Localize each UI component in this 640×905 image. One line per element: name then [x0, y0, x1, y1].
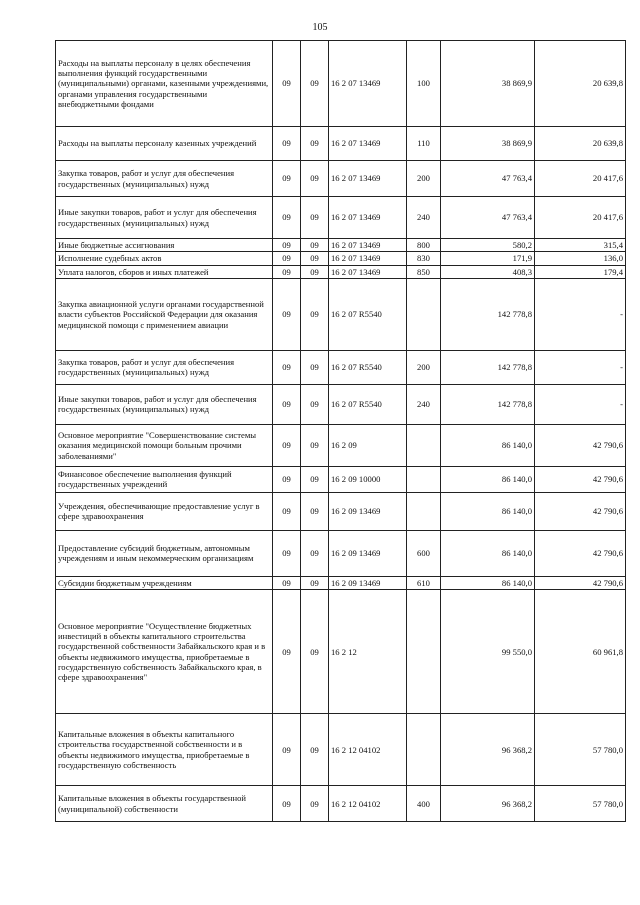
target-article-code: 16 2 07 13469	[329, 41, 407, 127]
amount-executed: 20 639,8	[535, 127, 626, 161]
expense-type-code: 610	[407, 576, 441, 589]
expense-type-code: 850	[407, 265, 441, 278]
section-code: 09	[273, 161, 301, 197]
target-article-code: 16 2 09 13469	[329, 492, 407, 530]
expense-type-code: 240	[407, 197, 441, 239]
expense-type-code	[407, 278, 441, 350]
subsection-code: 09	[301, 41, 329, 127]
section-code: 09	[273, 278, 301, 350]
amount-plan: 142 778,8	[441, 350, 535, 384]
expense-type-code: 240	[407, 384, 441, 424]
amount-executed: 42 790,6	[535, 466, 626, 492]
amount-plan: 96 368,2	[441, 714, 535, 786]
section-code: 09	[273, 350, 301, 384]
expense-type-code: 830	[407, 252, 441, 265]
table-row	[56, 384, 626, 424]
row-name: Субсидии бюджетным учреждениям	[56, 576, 273, 589]
row-name: Иные закупки товаров, работ и услуг для обеспечения государственных (муниципальных) нужд	[56, 384, 273, 424]
table-row	[56, 576, 626, 589]
table-row	[56, 530, 626, 576]
amount-executed: 179,4	[535, 265, 626, 278]
target-article-code: 16 2 12 04102	[329, 714, 407, 786]
section-code: 09	[273, 590, 301, 714]
expense-type-code	[407, 714, 441, 786]
row-name: Капитальные вложения в объекты капитального строительства государственной собственности и в объекты недвижимого имущества, приобретаемые в государственную собственность	[56, 714, 273, 786]
subsection-code: 09	[301, 350, 329, 384]
row-name: Предоставление субсидий бюджетным, автономным учреждениям и иным некоммерческим организациям	[56, 530, 273, 576]
subsection-code: 09	[301, 530, 329, 576]
subsection-code: 09	[301, 492, 329, 530]
amount-plan: 580,2	[441, 239, 535, 252]
expense-type-code: 800	[407, 239, 441, 252]
amount-plan: 86 140,0	[441, 530, 535, 576]
section-code: 09	[273, 252, 301, 265]
page-number: 105	[312, 22, 328, 33]
subsection-code: 09	[301, 197, 329, 239]
amount-plan: 171,9	[441, 252, 535, 265]
table-row	[56, 786, 626, 822]
amount-executed: 42 790,6	[535, 424, 626, 466]
target-article-code: 16 2 07 13469	[329, 197, 407, 239]
subsection-code: 09	[301, 714, 329, 786]
table-row	[56, 278, 626, 350]
section-code: 09	[273, 384, 301, 424]
table-row	[56, 424, 626, 466]
amount-executed: -	[535, 350, 626, 384]
row-name: Закупка товаров, работ и услуг для обеспечения государственных (муниципальных) нужд	[56, 350, 273, 384]
subsection-code: 09	[301, 424, 329, 466]
table-row	[56, 466, 626, 492]
amount-plan: 142 778,8	[441, 384, 535, 424]
row-name: Основное мероприятие "Совершенствование системы оказания медицинской помощи больным прочими заболеваниями"	[56, 424, 273, 466]
row-name: Исполнение судебных актов	[56, 252, 273, 265]
amount-executed: 20 417,6	[535, 197, 626, 239]
amount-plan: 408,3	[441, 265, 535, 278]
subsection-code: 09	[301, 161, 329, 197]
table-row	[56, 127, 626, 161]
amount-executed: -	[535, 278, 626, 350]
table-row	[56, 350, 626, 384]
target-article-code: 16 2 07 13469	[329, 161, 407, 197]
amount-plan: 38 869,9	[441, 41, 535, 127]
target-article-code: 16 2 07 R5540	[329, 384, 407, 424]
row-name: Иные бюджетные ассигнования	[56, 239, 273, 252]
table-row	[56, 197, 626, 239]
row-name: Основное мероприятие "Осуществление бюджетных инвестиций в объекты капитального строительства государственной собственности Забайкальского края и в объекты недвижимого имущества, приобретаемые в государственную собственность Забайкальского края, в сфере здравоохранения"	[56, 590, 273, 714]
row-name: Закупка авиационной услуги органами государственной власти субъектов Российской Федерации для оказания медицинской помощи с применением авиации	[56, 278, 273, 350]
expense-type-code: 400	[407, 786, 441, 822]
subsection-code: 09	[301, 590, 329, 714]
amount-executed: 20 639,8	[535, 41, 626, 127]
target-article-code: 16 2 12 04102	[329, 786, 407, 822]
expense-type-code: 100	[407, 41, 441, 127]
amount-plan: 47 763,4	[441, 161, 535, 197]
budget-table	[55, 40, 626, 822]
table-row	[56, 252, 626, 265]
section-code: 09	[273, 714, 301, 786]
target-article-code: 16 2 07 13469	[329, 239, 407, 252]
amount-executed: 20 417,6	[535, 161, 626, 197]
amount-plan: 47 763,4	[441, 197, 535, 239]
subsection-code: 09	[301, 786, 329, 822]
amount-executed: 57 780,0	[535, 786, 626, 822]
target-article-code: 16 2 07 R5540	[329, 278, 407, 350]
amount-plan: 142 778,8	[441, 278, 535, 350]
target-article-code: 16 2 09 13469	[329, 530, 407, 576]
subsection-code: 09	[301, 278, 329, 350]
section-code: 09	[273, 41, 301, 127]
subsection-code: 09	[301, 384, 329, 424]
table-row	[56, 161, 626, 197]
target-article-code: 16 2 07 13469	[329, 265, 407, 278]
section-code: 09	[273, 424, 301, 466]
section-code: 09	[273, 265, 301, 278]
row-name: Расходы на выплаты персоналу в целях обеспечения выполнения функций государственными (муниципальными) органами, казенными учреждениями, органами управления государственными внебюджетными фондами	[56, 41, 273, 127]
row-name: Уплата налогов, сборов и иных платежей	[56, 265, 273, 278]
table-row	[56, 492, 626, 530]
row-name: Расходы на выплаты персоналу казенных учреждений	[56, 127, 273, 161]
amount-plan: 86 140,0	[441, 424, 535, 466]
amount-plan: 99 550,0	[441, 590, 535, 714]
expense-type-code: 200	[407, 161, 441, 197]
target-article-code: 16 2 09 13469	[329, 576, 407, 589]
row-name: Закупка товаров, работ и услуг для обеспечения государственных (муниципальных) нужд	[56, 161, 273, 197]
expense-type-code	[407, 590, 441, 714]
amount-executed: 42 790,6	[535, 530, 626, 576]
target-article-code: 16 2 12	[329, 590, 407, 714]
expense-type-code: 600	[407, 530, 441, 576]
amount-plan: 86 140,0	[441, 492, 535, 530]
amount-plan: 86 140,0	[441, 466, 535, 492]
subsection-code: 09	[301, 127, 329, 161]
expense-type-code: 110	[407, 127, 441, 161]
target-article-code: 16 2 07 R5540	[329, 350, 407, 384]
target-article-code: 16 2 07 13469	[329, 127, 407, 161]
amount-plan: 96 368,2	[441, 786, 535, 822]
amount-executed: 42 790,6	[535, 576, 626, 589]
row-name: Финансовое обеспечение выполнения функций государственных учреждений	[56, 466, 273, 492]
amount-executed: 315,4	[535, 239, 626, 252]
section-code: 09	[273, 492, 301, 530]
section-code: 09	[273, 466, 301, 492]
target-article-code: 16 2 09 10000	[329, 466, 407, 492]
subsection-code: 09	[301, 239, 329, 252]
section-code: 09	[273, 576, 301, 589]
subsection-code: 09	[301, 265, 329, 278]
expense-type-code	[407, 424, 441, 466]
row-name: Иные закупки товаров, работ и услуг для обеспечения государственных (муниципальных) нужд	[56, 197, 273, 239]
table-row	[56, 714, 626, 786]
target-article-code: 16 2 09	[329, 424, 407, 466]
table-row	[56, 590, 626, 714]
section-code: 09	[273, 197, 301, 239]
amount-executed: 42 790,6	[535, 492, 626, 530]
amount-plan: 38 869,9	[441, 127, 535, 161]
target-article-code: 16 2 07 13469	[329, 252, 407, 265]
subsection-code: 09	[301, 252, 329, 265]
amount-plan: 86 140,0	[441, 576, 535, 589]
table-row	[56, 239, 626, 252]
section-code: 09	[273, 127, 301, 161]
amount-executed: 57 780,0	[535, 714, 626, 786]
expense-type-code	[407, 492, 441, 530]
subsection-code: 09	[301, 576, 329, 589]
section-code: 09	[273, 786, 301, 822]
section-code: 09	[273, 530, 301, 576]
subsection-code: 09	[301, 466, 329, 492]
expense-type-code	[407, 466, 441, 492]
table-row	[56, 265, 626, 278]
amount-executed: -	[535, 384, 626, 424]
amount-executed: 60 961,8	[535, 590, 626, 714]
row-name: Капитальные вложения в объекты государственной (муниципальной) собственности	[56, 786, 273, 822]
row-name: Учреждения, обеспечивающие предоставление услуг в сфере здравоохранения	[56, 492, 273, 530]
amount-executed: 136,0	[535, 252, 626, 265]
section-code: 09	[273, 239, 301, 252]
table-row	[56, 41, 626, 127]
expense-type-code: 200	[407, 350, 441, 384]
